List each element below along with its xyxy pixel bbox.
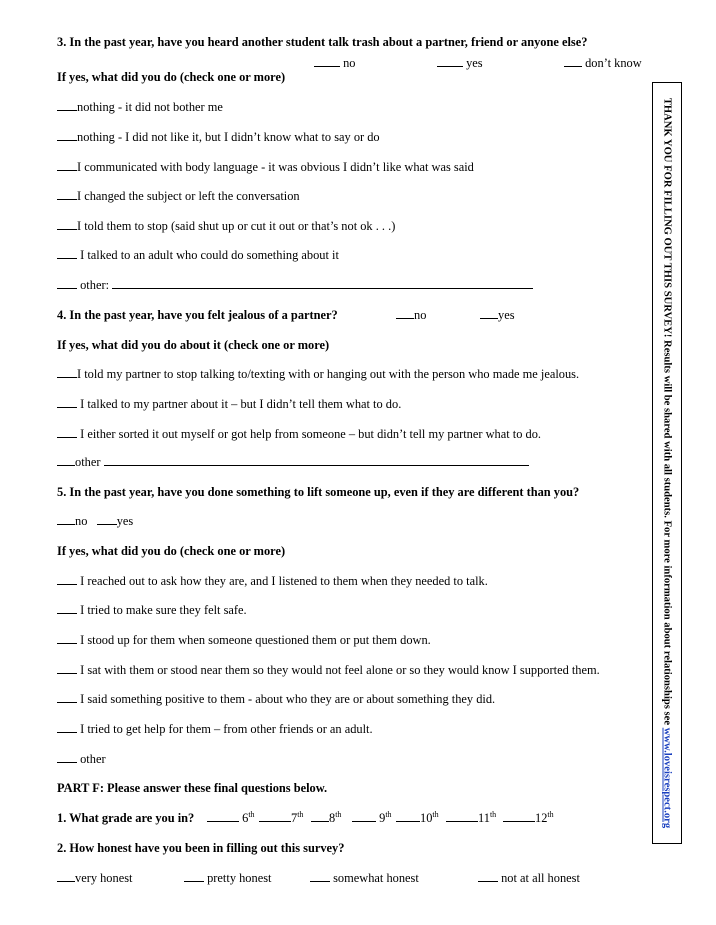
q5-item-2[interactable] [57, 602, 247, 618]
q3-item-4[interactable] [57, 188, 300, 204]
q5-item-1[interactable] [57, 573, 488, 589]
q3-item-5[interactable] [57, 218, 395, 234]
partf-q1: 1. What grade are you in? [57, 811, 195, 825]
q5-no-label: no [75, 514, 88, 528]
q5-item-6[interactable] [57, 721, 373, 737]
q3-item-3-label: I communicated with body language - it was obvious I didn’t like what was said [77, 160, 474, 174]
q3-yes-label: yes [466, 56, 483, 70]
honest-very-label: very honest [75, 871, 133, 885]
q4-item-2-label: I talked to my partner about it – but I didn’t tell them what to do. [80, 397, 402, 411]
grade-6-label: 6th [242, 809, 255, 825]
q5-item-5-label: I said something positive to them - about who they are or about something they did. [80, 692, 496, 706]
honest-pretty-label: pretty honest [207, 871, 272, 885]
honest-somewhat-label: somewhat honest [333, 871, 419, 885]
grade-8-label: 8th [329, 809, 342, 825]
q5-option-no[interactable] [57, 514, 87, 528]
q3-item-4-label: I changed the subject or left the conversation [77, 189, 300, 203]
q4-item-3[interactable] [57, 426, 541, 442]
partf-heading: PART F: Please answer these final questions below. [57, 781, 328, 795]
grade-option-9[interactable] [352, 810, 392, 826]
honest-option-somewhat[interactable] [310, 870, 419, 886]
honest-option-pretty[interactable] [184, 870, 271, 886]
q3-other-field[interactable] [112, 277, 533, 289]
grade-10-label: 10th [420, 809, 439, 825]
grade-option-10[interactable] [396, 810, 439, 826]
q3-question: 3. In the past year, have you heard another student talk trash about a partner, friend or anyone else? [57, 35, 588, 49]
q3-option-no[interactable] [314, 55, 356, 71]
q4-option-yes[interactable] [480, 307, 515, 323]
q3-no-label: no [343, 56, 356, 70]
q3-item-2-label: nothing - I did not like it, but I didn’t know what to say or do [77, 130, 380, 144]
grade-12-label: 12th [535, 809, 554, 825]
q5-options [57, 513, 133, 529]
q4-option-no[interactable] [396, 307, 426, 323]
q5-yes-label: yes [116, 514, 134, 528]
grade-option-8[interactable] [311, 810, 341, 826]
grade-option-7[interactable] [259, 810, 303, 826]
sidebar-text [662, 88, 673, 838]
grade-option-11[interactable] [446, 810, 496, 826]
thank-you-sidebar [652, 82, 682, 844]
q3-item-5-label: I told them to stop (said shut up or cut it out or that’s not ok . . .) [77, 219, 396, 233]
q5-item-3[interactable] [57, 632, 431, 648]
q5-ifyes-heading: If yes, what did you do (check one or more) [57, 544, 286, 558]
q3-item-1-label: nothing - it did not bother me [77, 100, 223, 114]
q5-item-4-label: I sat with them or stood near them so they would not feel alone or so they would know I supported them. [80, 663, 600, 677]
q5-question: 5. In the past year, have you done something to lift someone up, even if they are different than you? [57, 485, 580, 499]
q5-item-2-label: I tried to make sure they felt safe. [80, 603, 247, 617]
q5-item-1-label: I reached out to ask how they are, and I listened to them when they needed to talk. [80, 574, 488, 588]
q3-item-other[interactable] [57, 277, 533, 293]
q4-ifyes-heading: If yes, what did you do about it (check one or more) [57, 338, 330, 352]
grade-option-12[interactable] [503, 810, 554, 826]
q3-item-6[interactable] [57, 247, 339, 263]
q3-item-6-label: I talked to an adult who could do something about it [80, 248, 339, 262]
q3-ifyes-heading: If yes, what did you do (check one or more) [57, 70, 286, 84]
q3-item-2[interactable] [57, 129, 380, 145]
grade-9-label: 9th [379, 809, 392, 825]
sidebar-thanks: THANK YOU FOR FILLING OUT THIS SURVEY! Results will be shared with all students. For more information about relationships see [661, 97, 673, 728]
q4-item-1-label: I told my partner to stop talking to/texting with or hanging out with the person who made me jealous. [77, 367, 580, 381]
honest-notatall-label: not at all honest [501, 871, 580, 885]
grade-11-label: 11th [478, 809, 497, 825]
q3-item-1[interactable] [57, 99, 223, 115]
q4-other-label: other [75, 455, 101, 469]
q4-other-field[interactable] [104, 454, 529, 466]
loveisrespect-link[interactable]: www.loveisrespect.org [661, 727, 673, 829]
q3-item-3[interactable] [57, 159, 474, 175]
q3-other-label: other: [80, 278, 110, 292]
q3-option-yes[interactable] [437, 55, 483, 71]
q4-item-other[interactable] [57, 454, 529, 470]
q5-item-4[interactable] [57, 662, 600, 678]
honest-option-notatall[interactable] [478, 870, 580, 886]
grade-7-label: 7th [291, 809, 304, 825]
q3-option-dontknow[interactable] [564, 55, 642, 71]
q4-item-1[interactable] [57, 366, 579, 382]
q4-yes-label: yes [498, 308, 515, 322]
q5-option-yes[interactable] [97, 514, 134, 528]
q4-item-3-label: I either sorted it out myself or got help from someone – but didn’t tell my partner what to do. [80, 427, 541, 441]
q4-question: 4. In the past year, have you felt jealous of a partner? [57, 308, 338, 322]
q4-item-2[interactable] [57, 396, 401, 412]
q3-dontknow-label: don’t know [585, 56, 642, 70]
q5-item-other[interactable] [57, 751, 106, 767]
q5-other-label: other [80, 752, 106, 766]
honest-option-very[interactable] [57, 870, 132, 886]
q4-no-label: no [414, 308, 427, 322]
partf-q2: 2. How honest have you been in filling out this survey? [57, 841, 345, 855]
q5-item-3-label: I stood up for them when someone questioned them or put them down. [80, 633, 431, 647]
grade-option-6[interactable] [207, 810, 255, 826]
q5-item-5[interactable] [57, 691, 495, 707]
q5-item-6-label: I tried to get help for them – from other friends or an adult. [80, 722, 373, 736]
